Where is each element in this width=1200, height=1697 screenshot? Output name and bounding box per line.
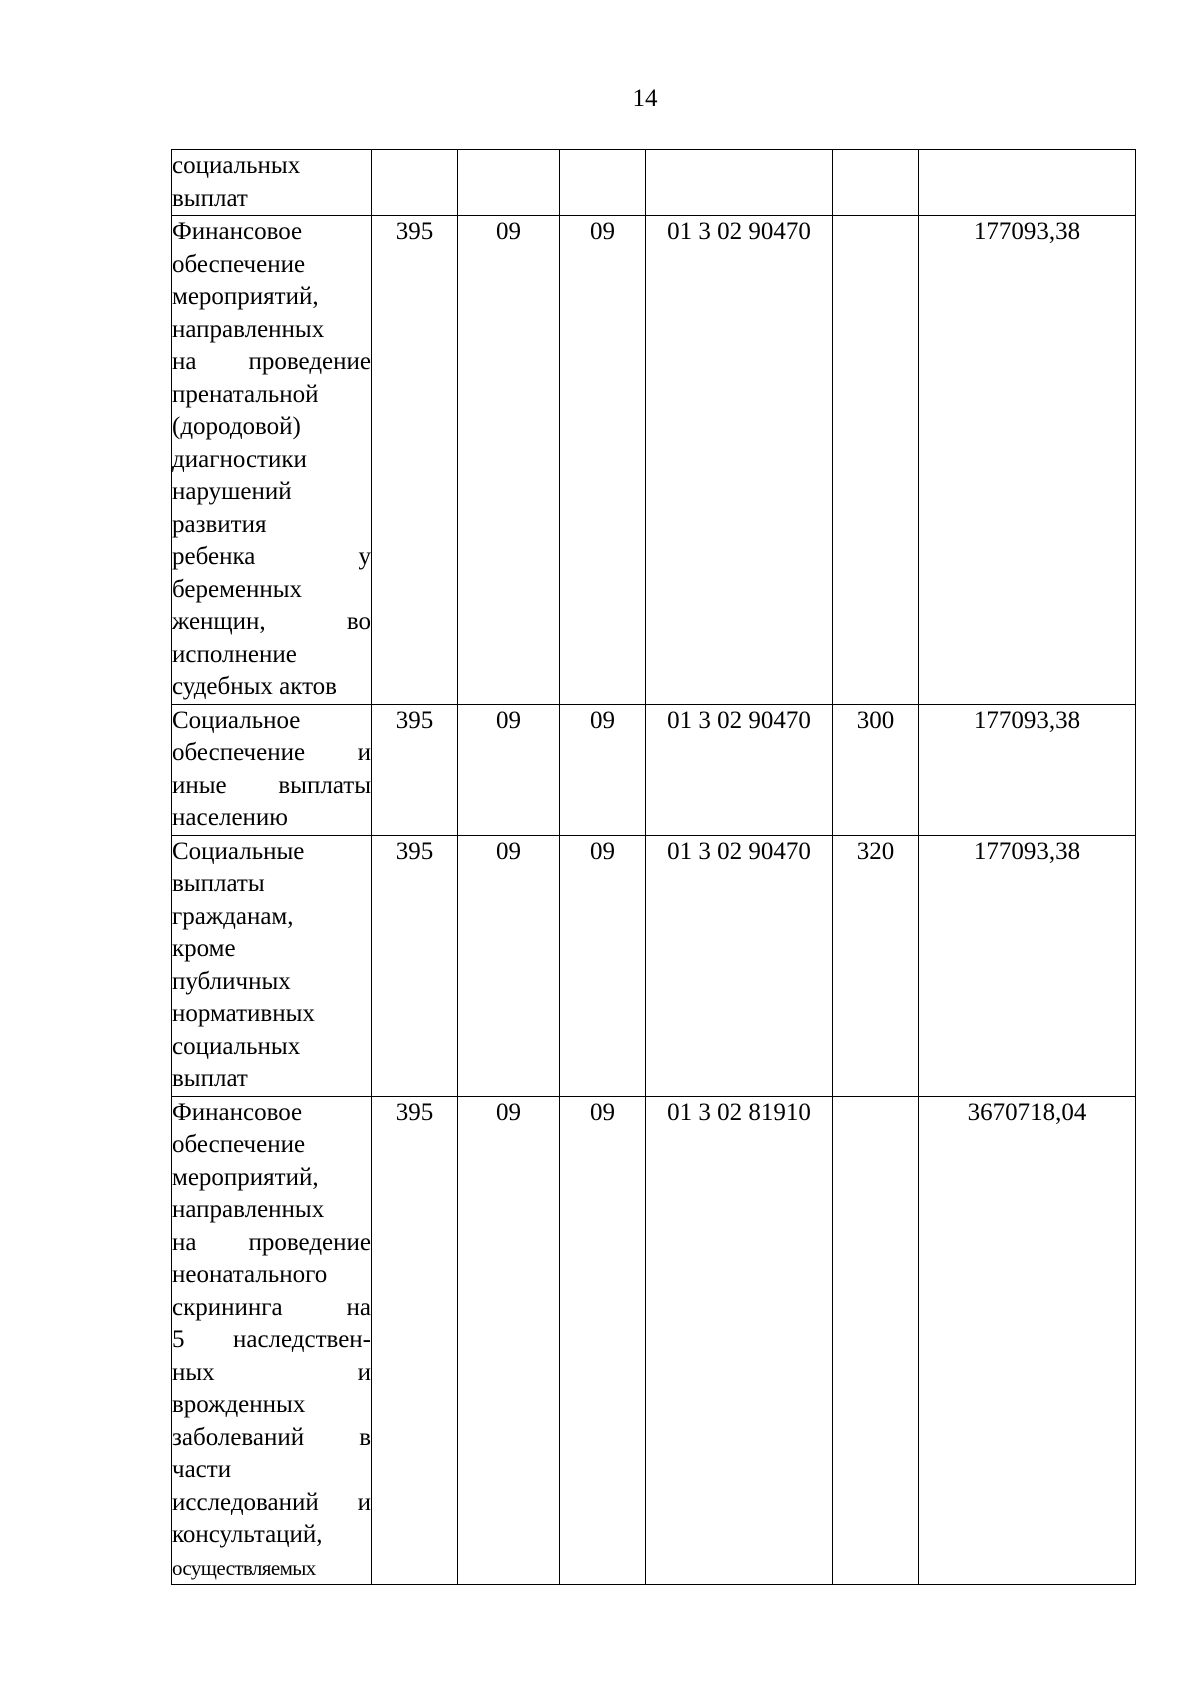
expense-name-word: направленных [172, 315, 325, 343]
expense-name-line [172, 901, 371, 934]
expense-name-word: социальных [172, 152, 301, 179]
expense-name-line [172, 671, 371, 704]
expense-name-word: у [358, 543, 371, 570]
admin-code-cell [372, 150, 458, 216]
expense-name-word: населению [172, 804, 288, 831]
section-cell: 09 [458, 1096, 560, 1585]
expense-name-word: на [346, 1293, 371, 1321]
expense-name-word: Социальное [172, 706, 301, 734]
table-row [172, 1096, 1136, 1585]
expense-name-word: мероприятий, [172, 1163, 319, 1191]
expense-name-line [172, 249, 371, 282]
expense-name-word: консультаций, [172, 1521, 323, 1548]
expense-name-line [172, 639, 371, 672]
expense-name-word: выплаты [172, 870, 265, 897]
expense-name-line [172, 1487, 371, 1520]
subsection-cell [560, 150, 646, 216]
expense-name-line [172, 998, 371, 1031]
expense-name-word: 5 [172, 1326, 185, 1353]
expense-name-word: беременных [172, 575, 303, 603]
section-cell: 09 [458, 704, 560, 835]
expense-name-word: развития [172, 510, 267, 538]
expense-name-line [172, 1389, 371, 1422]
expense-name-word: иные [172, 771, 227, 799]
expense-name-line [172, 346, 371, 379]
expense-name-word: социальных [172, 1032, 301, 1060]
expense-name-cell [172, 150, 372, 216]
expense-type-cell [833, 150, 919, 216]
expense-name-line [172, 770, 371, 803]
section-cell [458, 150, 560, 216]
expense-name-cell [172, 1096, 372, 1585]
subsection-cell: 09 [560, 835, 646, 1096]
expense-name-line [172, 509, 371, 542]
expense-name-line [172, 541, 371, 574]
table-row [172, 704, 1136, 835]
expense-name-line [172, 1259, 371, 1292]
expense-name-word: Финансовое [172, 218, 303, 245]
expense-name-word: скрининга [172, 1293, 283, 1321]
target-article-cell: 01 3 02 90470 [646, 216, 833, 705]
admin-code-cell: 395 [372, 216, 458, 705]
expense-name-word: нарушений [172, 478, 292, 505]
expense-type-cell: 320 [833, 835, 919, 1096]
expense-name-word: обеспечение [172, 1131, 306, 1158]
expense-name-word: и [357, 1358, 371, 1386]
expense-name-word: исполнение [172, 640, 297, 668]
section-cell: 09 [458, 835, 560, 1096]
expense-name-word: исследований [172, 1488, 319, 1516]
expense-name-word: на [172, 1228, 197, 1256]
amount-cell: 177093,38 [919, 704, 1136, 835]
expense-name-line [172, 868, 371, 901]
subsection-cell: 09 [560, 1096, 646, 1585]
expense-name-word: выплат [172, 184, 248, 212]
expense-name-line [172, 1097, 371, 1130]
expense-name-line [172, 836, 371, 869]
expense-name-word: части [172, 1456, 232, 1483]
expense-name-line [172, 476, 371, 509]
expense-name-line [172, 1454, 371, 1487]
amount-cell: 177093,38 [919, 835, 1136, 1096]
expense-name-word: проведение [248, 1228, 371, 1256]
expense-name-word: гражданам, [172, 902, 294, 930]
expense-name-line [172, 281, 371, 314]
admin-code-cell: 395 [372, 704, 458, 835]
expense-name-cell [172, 704, 372, 835]
expense-name-line [172, 1519, 371, 1552]
expense-name-word: и [357, 1488, 371, 1516]
expense-name-word: во [346, 608, 371, 635]
expense-name-word: выплат [172, 1065, 248, 1092]
expense-name-word: ных [172, 1358, 215, 1386]
page-number: 14 [632, 85, 658, 112]
expense-name-line [172, 183, 371, 216]
expense-name-line [172, 1194, 371, 1227]
target-article-cell: 01 3 02 90470 [646, 835, 833, 1096]
expense-name-word: судебных актов [172, 673, 337, 700]
expense-name-line [172, 1324, 371, 1357]
expense-name-line [172, 1162, 371, 1195]
expense-name-line [172, 737, 371, 770]
expense-name-line [172, 1292, 371, 1325]
expense-name-word: осуществляемых [172, 1555, 316, 1580]
expense-name-word: на [172, 348, 197, 375]
expense-name-word: публичных [172, 967, 291, 995]
expense-name-cell [172, 216, 372, 705]
expense-name-word: обеспечение [172, 250, 306, 278]
expense-name-word: (дородовой) [172, 413, 301, 440]
table-row [172, 216, 1136, 705]
expense-name-line [172, 216, 371, 249]
expense-name-word: выплаты [278, 771, 371, 799]
expense-name-word: и [357, 739, 371, 766]
expense-name-line [172, 411, 371, 444]
table-row [172, 835, 1136, 1096]
expense-name-cell [172, 835, 372, 1096]
expense-name-line [172, 574, 371, 607]
expense-name-line [172, 314, 371, 347]
expense-name-word: пренатальной [172, 380, 319, 408]
admin-code-cell: 395 [372, 1096, 458, 1585]
expense-name-word: направленных [172, 1196, 325, 1223]
expense-type-cell [833, 216, 919, 705]
expense-name-word: неонатального [172, 1261, 328, 1288]
expense-name-line [172, 1227, 371, 1260]
expense-name-line [172, 966, 371, 999]
admin-code-cell: 395 [372, 835, 458, 1096]
expense-name-word: диагностики [172, 445, 307, 473]
expense-name-word: наследствен- [232, 1326, 371, 1353]
amount-cell: 177093,38 [919, 216, 1136, 705]
expense-name-word: Социальные [172, 837, 305, 865]
expense-name-word: обеспечение [172, 739, 306, 766]
subsection-cell: 09 [560, 216, 646, 705]
expense-name-word: Финансовое [172, 1098, 303, 1126]
section-cell: 09 [458, 216, 560, 705]
expense-name-word: кроме [172, 935, 236, 962]
expense-type-cell: 300 [833, 704, 919, 835]
expense-name-line [172, 1063, 371, 1096]
expense-name-line [172, 933, 371, 966]
expense-name-line [172, 444, 371, 477]
expense-name-word: заболеваний [172, 1423, 305, 1451]
expense-name-line [172, 705, 371, 738]
amount-cell [919, 150, 1136, 216]
expense-name-word: мероприятий, [172, 283, 319, 310]
expense-name-word: нормативных [172, 1000, 315, 1027]
target-article-cell: 01 3 02 81910 [646, 1096, 833, 1585]
expense-name-line [172, 1357, 371, 1390]
expense-name-line [172, 802, 371, 835]
amount-cell: 3670718,04 [919, 1096, 1136, 1585]
expense-name-line [172, 379, 371, 412]
table-row [172, 150, 1136, 216]
expense-name-line [172, 150, 371, 183]
subsection-cell: 09 [560, 704, 646, 835]
expense-name-line [172, 1422, 371, 1455]
expense-type-cell [833, 1096, 919, 1585]
expense-name-word: врожденных [172, 1391, 306, 1418]
target-article-cell: 01 3 02 90470 [646, 704, 833, 835]
table-body [172, 150, 1136, 1585]
expense-name-line [172, 1552, 371, 1585]
target-article-cell [646, 150, 833, 216]
expense-name-line [172, 1129, 371, 1162]
expense-name-line [172, 1031, 371, 1064]
expense-name-word: в [359, 1423, 371, 1451]
expense-name-word: женщин, [172, 608, 266, 635]
budget-table [171, 149, 1136, 1585]
expense-name-word: проведение [248, 348, 371, 375]
expense-name-line [172, 606, 371, 639]
expense-name-word: ребенка [172, 543, 256, 570]
